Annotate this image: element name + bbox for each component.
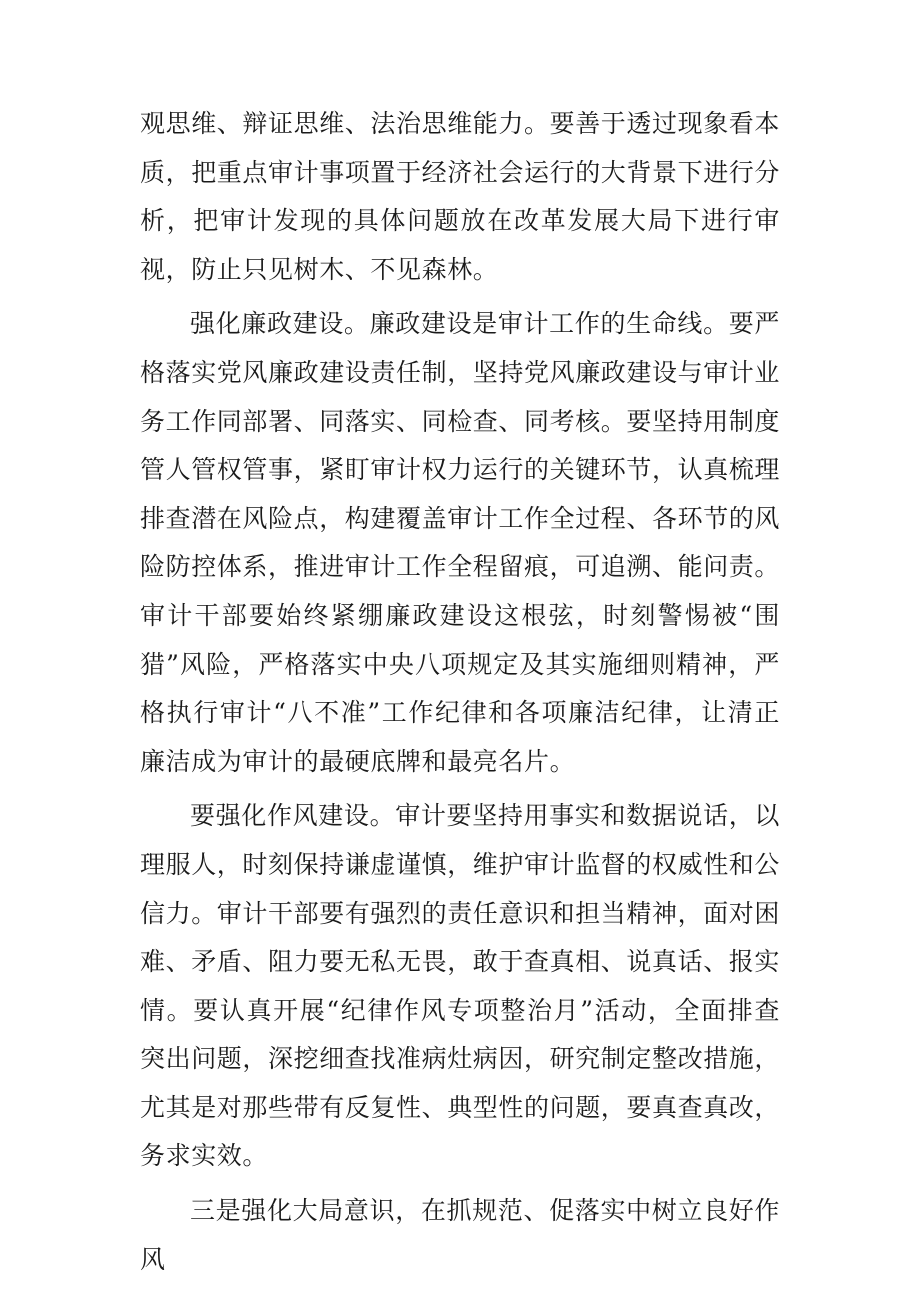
paragraph-4: 三是强化大局意识，在抓规范、促落实中树立良好作风 [140,1196,780,1274]
paragraph-1: 观思维、辩证思维、法治思维能力。要善于透过现象看本质，把重点审计事项置于经济社会运行的大背景下进行分析，把审计发现的具体问题放在改革发展大局下进行审视，防止只见树木、不见森林。 [140,109,781,284]
document-body [140,100,780,1284]
paragraph-3: 要强化作风建设。审计要坚持用事实和数据说话，以理服人，时刻保持谦虚谨慎，维护审计监督的权威性和公信力。审计干部要有强烈的责任意识和担当精神，面对困难、矛盾、阻力要无私无畏，敢于查真相、说真话、报实情。要认真开展“纪律作风专项整治月”活动，全面排查突出问题，深挖细查找准病灶病因，研究制定整改措施，尤其是对那些带有反复性、典型性的问题，要真查真改，务求实效。 [140,801,781,1171]
paragraph-2: 强化廉政建设。廉政建设是审计工作的生命线。要严格落实党风廉政建设责任制，坚持党风廉政建设与审计业务工作同部署、同落实、同检查、同考核。要坚持用制度管人管权管事，紧盯审计权力运行的关键环节，认真梳理排查潜在风险点，构建覆盖审计工作全过程、各环节的风险防控体系，推进审计工作全程留痕，可追溯、能问责。审计干部要始终紧绷廉政建设这根弦，时刻警惕被“围猎”风险，严格落实中央八项规定及其实施细则精神，严格执行审计“八不准”工作纪律和各项廉洁纪律，让清正廉洁成为审计的最硬底牌和最亮名片。 [140,309,781,776]
